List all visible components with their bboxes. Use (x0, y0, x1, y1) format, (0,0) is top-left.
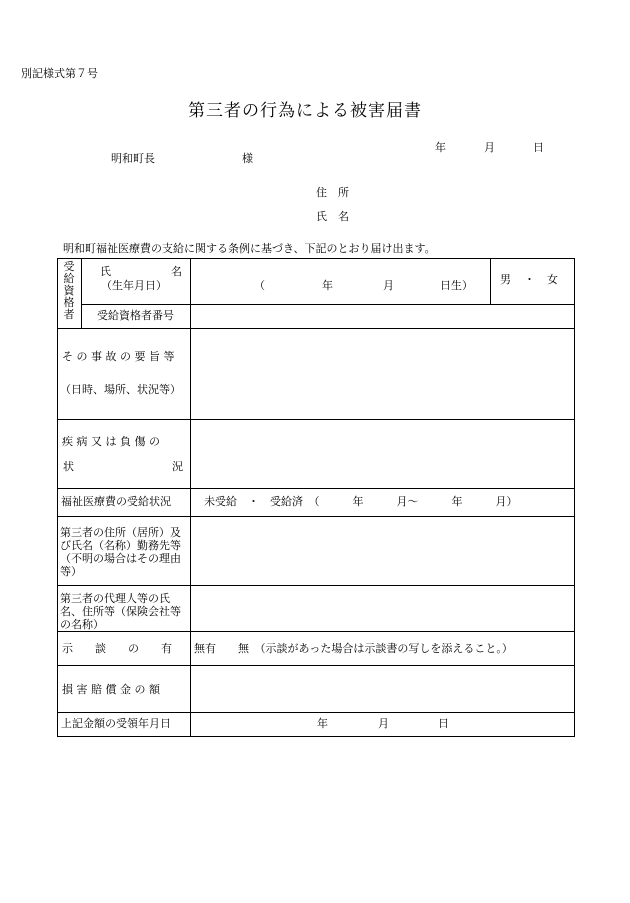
injury-label-a: 状 (63, 460, 74, 473)
accident-sub-label: （日時、場所、状況等） (60, 383, 181, 396)
form-number: 別記様式第７号 (21, 67, 98, 80)
received-day-label: 日 (438, 717, 449, 730)
applicant-address-label: 住 所 (316, 186, 349, 199)
applicant-name-label: 氏 名 (316, 210, 349, 223)
accident-label: そ の 事 故 の 要 旨 等 (62, 350, 175, 363)
date-day-label: 日 (533, 141, 544, 154)
gender-separator: ・ (524, 273, 535, 286)
received-month-label: 月 (378, 717, 389, 730)
received-date-label: 上記金額の受領年月日 (61, 717, 171, 730)
date-month-label: 月 (484, 141, 495, 154)
addressee: 明和町長 (111, 152, 155, 165)
declaration-text: 明和町福祉医療費の支給に関する条例に基づき、下記のとおり届け出ます。 (63, 242, 436, 255)
third-party-label: 第三者の住所（居所）及び氏名（名称）勤務先等（不明の場合はその理由等） (60, 526, 181, 578)
settlement-value: 有 無 （示談があった場合は示談書の写しを添えること。） (205, 642, 513, 655)
cert-number-label: 受給資格者番号 (97, 309, 174, 322)
name-label-2: 名 (171, 265, 182, 278)
settlement-label: 示 談 の 有 無 (62, 642, 205, 655)
injury-label-b: 況 (172, 460, 183, 473)
honorific: 様 (242, 152, 253, 165)
birth-day-label: 日生） (440, 279, 473, 292)
benefit-status-label: 福祉医療費の受給状況 (61, 495, 171, 508)
agent-label: 第三者の代理人等の氏名、住所等（保険会社等の名称） (60, 592, 181, 631)
recipient-label: 受 給 資 格 者 (63, 260, 75, 321)
birth-year-label: 年 (322, 279, 333, 292)
page-title: 第三者の行為による被害届書 (188, 101, 422, 121)
date-year-label: 年 (435, 141, 446, 154)
received-year-label: 年 (317, 717, 328, 730)
damages-label: 損 害 賠 償 金 の 額 (62, 683, 160, 696)
gender-female: 女 (547, 273, 558, 286)
birth-paren: （ (254, 279, 265, 292)
injury-label: 疾 病 又 は 負 傷 の (62, 435, 160, 448)
birth-month-label: 月 (383, 279, 394, 292)
gender-male: 男 (500, 273, 511, 286)
benefit-status-value: 未受給 ・ 受給済 （ 年 月～ 年 月） (204, 495, 518, 508)
birth-label: （生年月日） (101, 279, 167, 292)
name-label-1: 氏 (100, 265, 111, 278)
